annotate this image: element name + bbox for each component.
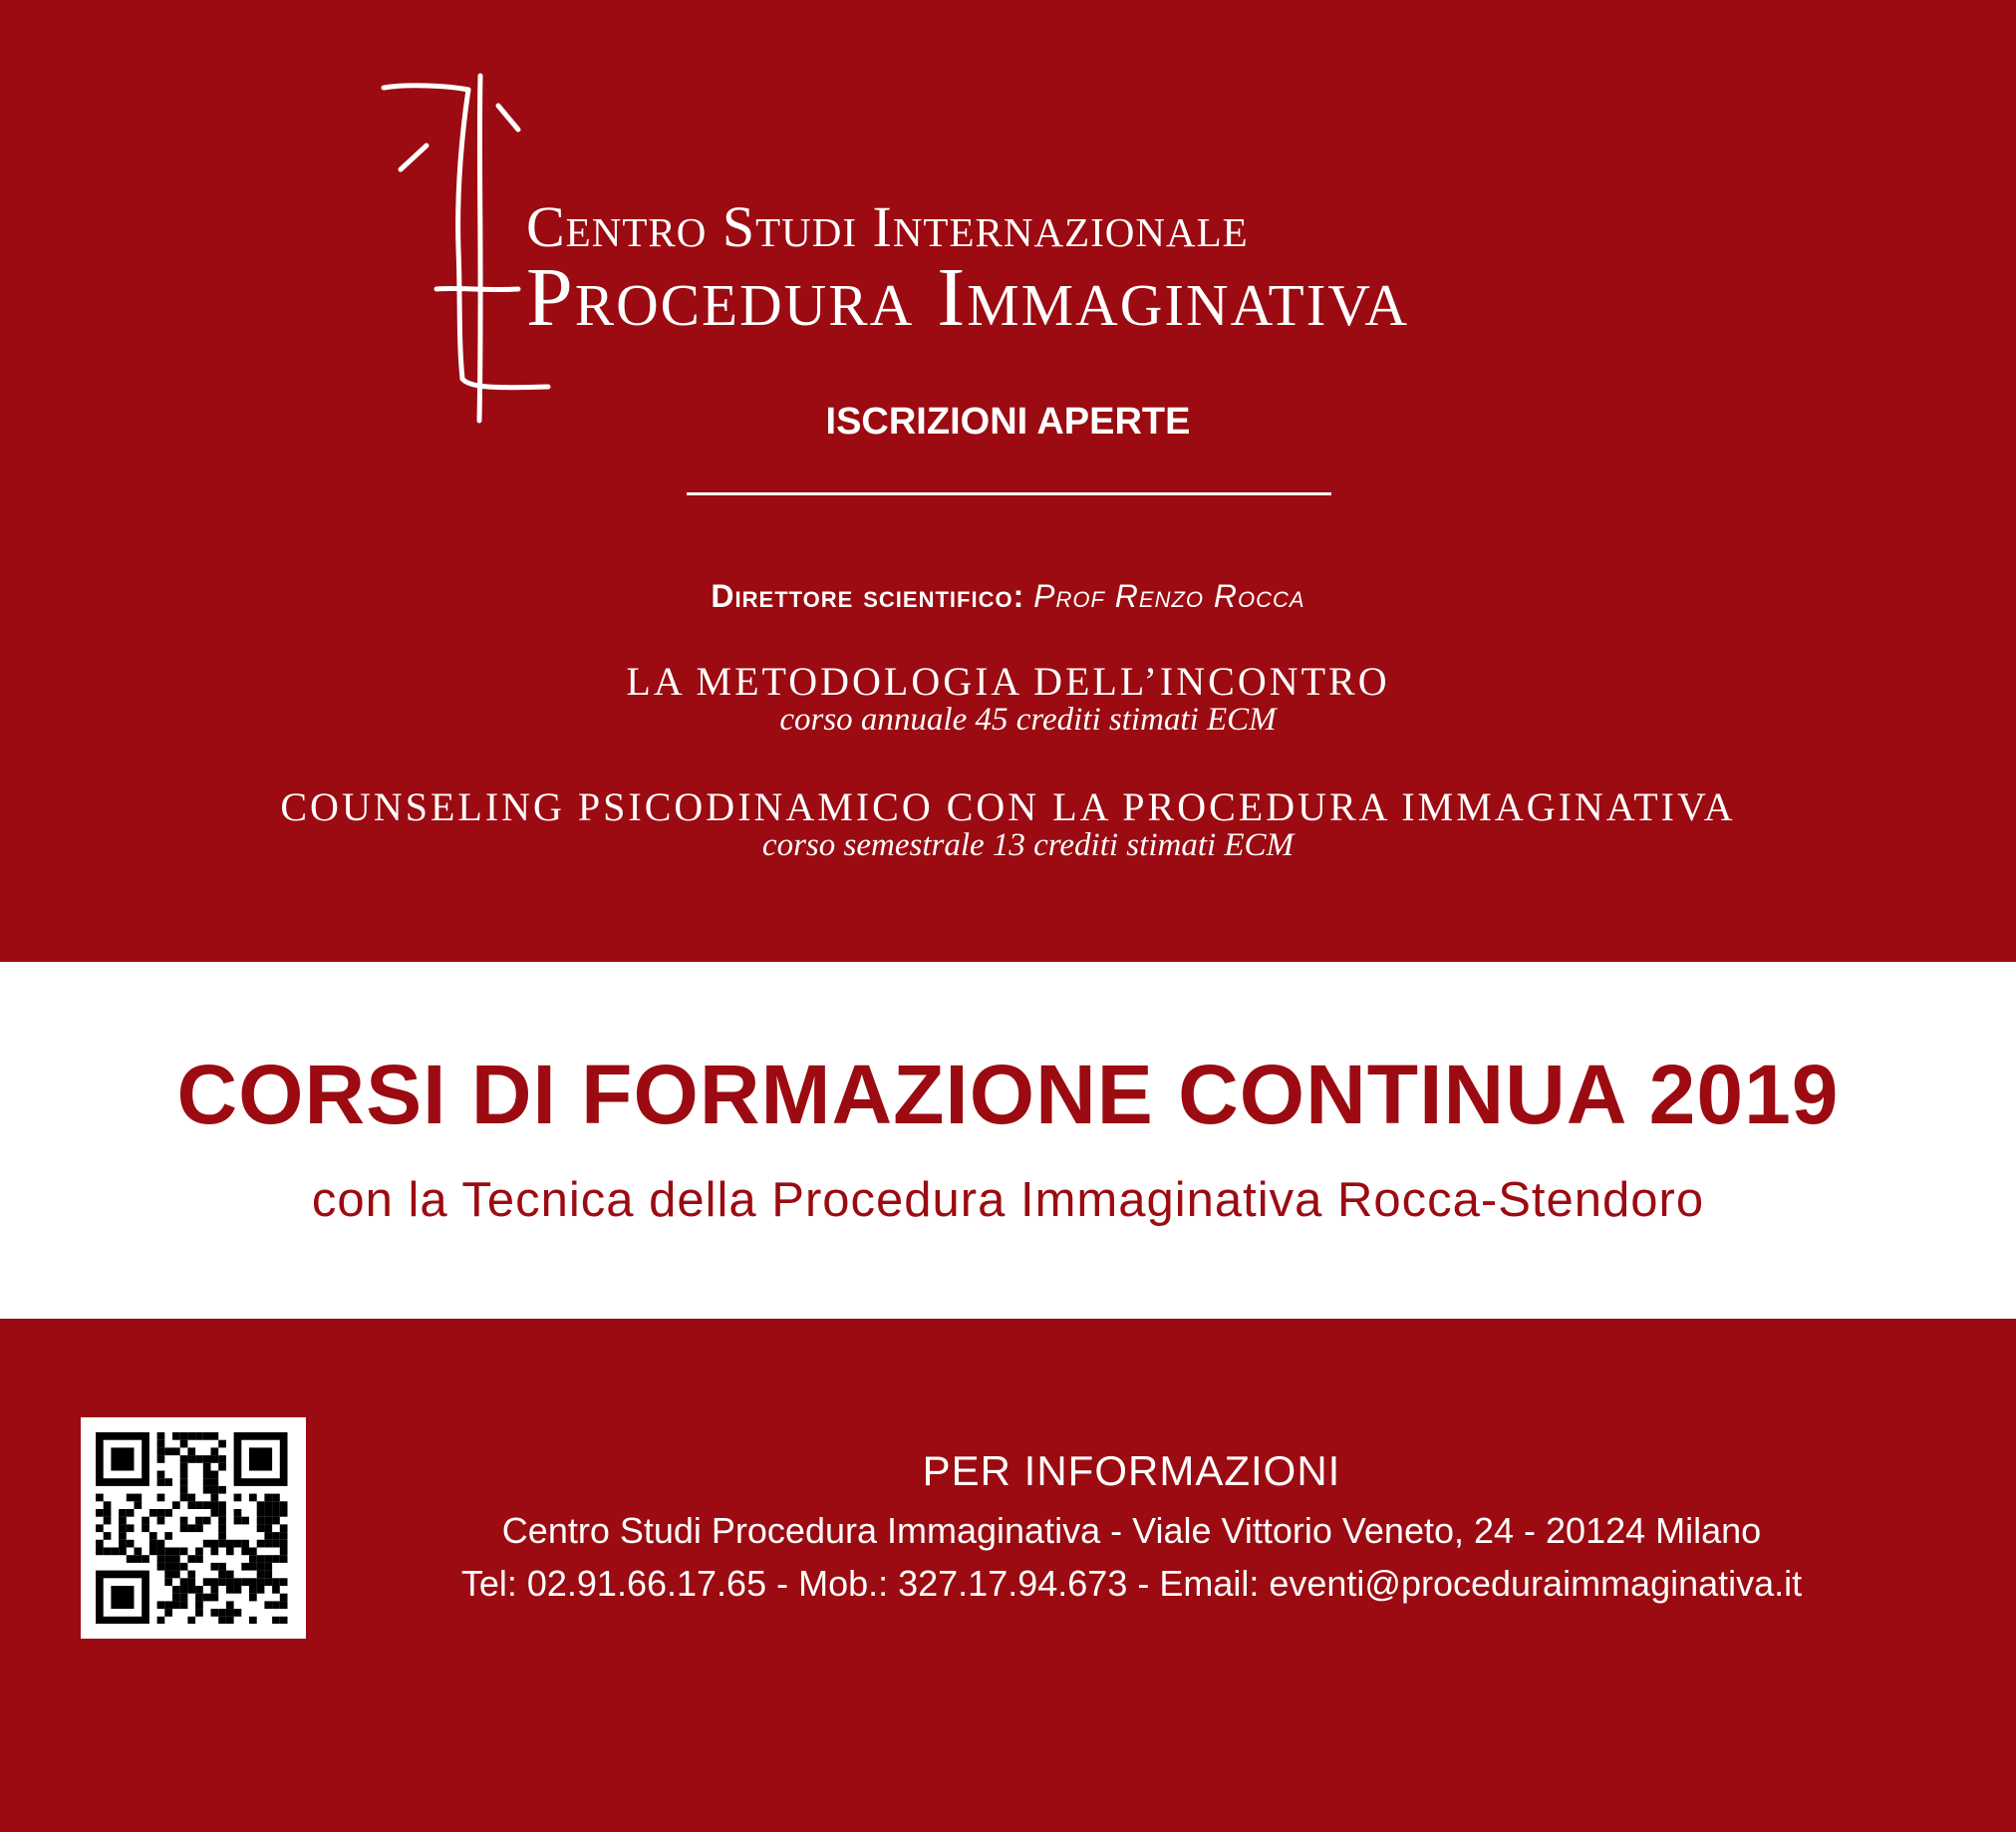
direttore-name: Prof Renzo Rocca (1033, 578, 1305, 614)
logo-title-line1: Centro Studi Internazionale (526, 194, 1249, 259)
course-title: COUNSELING PSICODINAMICO CON LA PROCEDURA IMMAGINATIVA (280, 784, 1736, 829)
iscrizioni-aperte: ISCRIZIONI APERTE (825, 401, 1191, 443)
info-contacts: Tel: 02.91.66.17.65 - Mob.: 327.17.94.673 - Email: eventi@proceduraimmaginativa.it (460, 1563, 1803, 1604)
divider (687, 492, 1331, 495)
subheadline: con la Tecnica della Procedura Immaginativa Rocca-Stendoro (311, 1173, 1705, 1227)
logo-title-line2: Procedura Immaginativa (526, 251, 1409, 344)
headline: CORSI DI FORMAZIONE CONTINUA 2019 (176, 1048, 1840, 1141)
course-subtitle: corso annuale 45 crediti stimati ECM (779, 702, 1277, 738)
course-title: LA METODOLOGIA DELL’INCONTRO (626, 659, 1390, 704)
direttore-line (0, 578, 2016, 615)
info-heading: PER INFORMAZIONI (922, 1447, 1341, 1494)
info-address: Centro Studi Procedura Immaginativa - Viale Vittorio Veneto, 24 - 20124 Milano (501, 1510, 1762, 1551)
direttore-label: Direttore scientifico: (711, 578, 1025, 614)
course-subtitle: corso semestrale 13 crediti stimati ECM (761, 827, 1295, 863)
